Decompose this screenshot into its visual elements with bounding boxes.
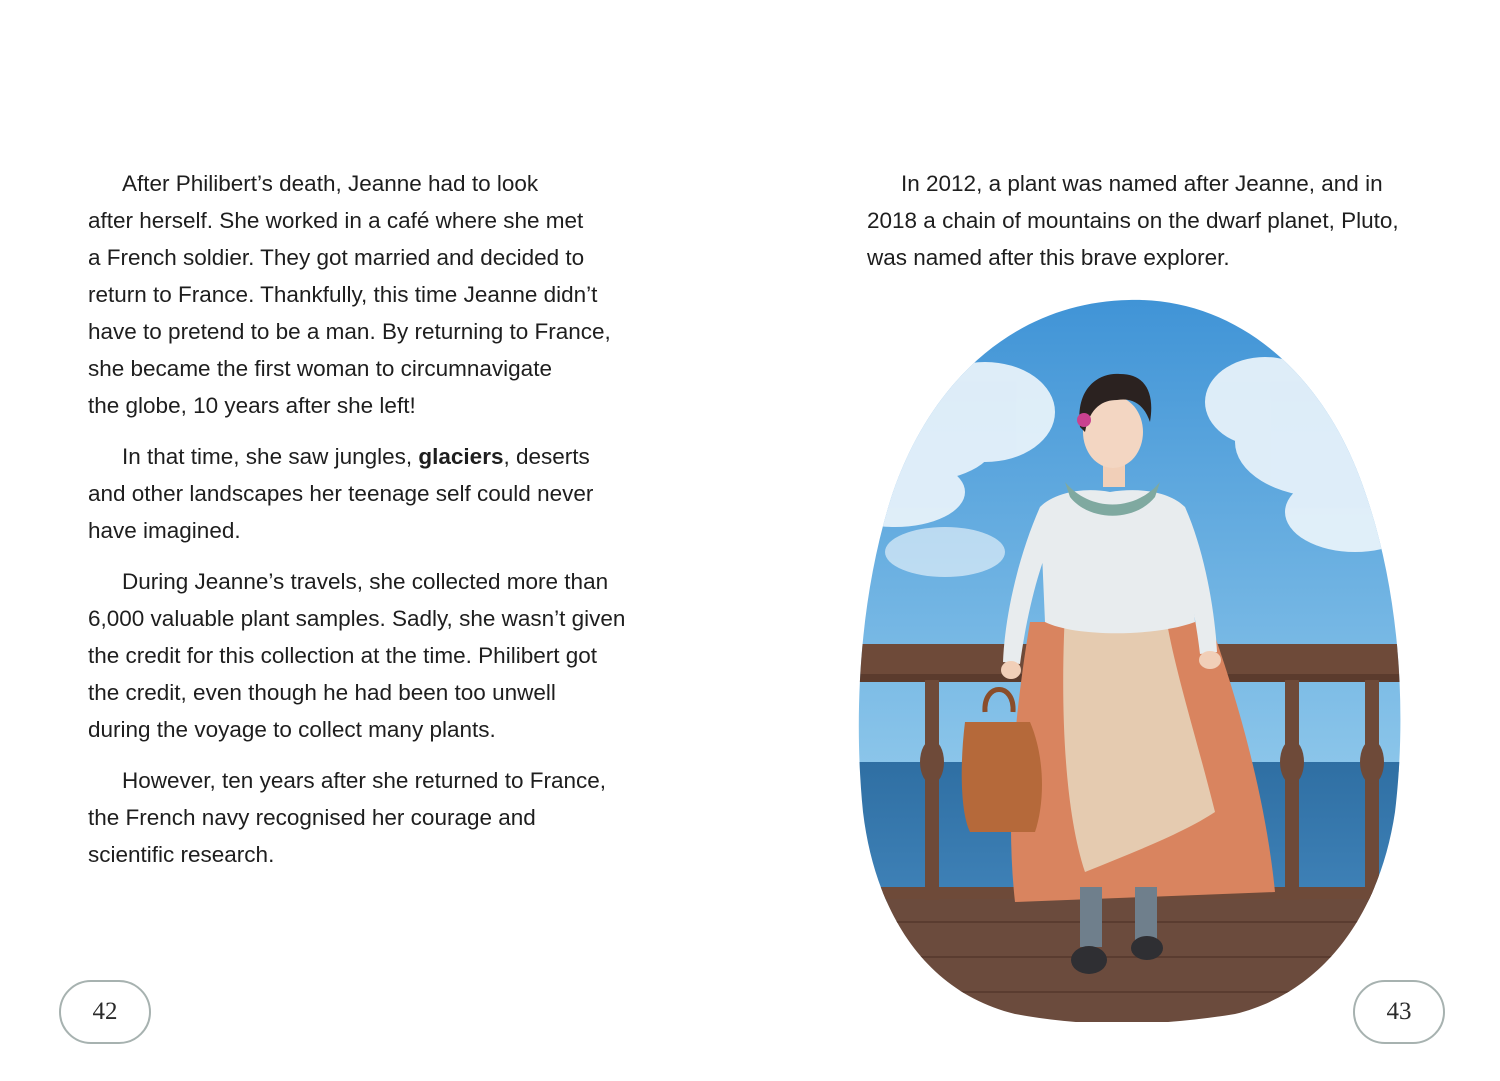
- text-line: the credit, even though he had been too unwell: [88, 680, 556, 705]
- text-line: During Jeanne’s travels, she collected more than: [122, 569, 609, 594]
- page-number: 43: [1353, 980, 1445, 1044]
- left-page-text: [88, 165, 648, 887]
- text-line: In 2012, a plant was named after Jeanne, and in: [901, 171, 1383, 196]
- text-line: have to pretend to be a man. By returning to France,: [88, 319, 611, 344]
- text-line: After Philibert’s death, Jeanne had to look: [122, 171, 539, 196]
- leg-left: [1080, 887, 1102, 947]
- text-line: and other landscapes her teenage self could never: [88, 481, 594, 506]
- text-line: a French soldier. They got married and decided to: [88, 245, 585, 270]
- paragraph: [88, 762, 648, 873]
- shoe-right: [1131, 936, 1163, 960]
- text-line: the credit for this collection at the time. Philibert got: [88, 643, 597, 668]
- hand-left: [1001, 661, 1021, 679]
- glossary-term: glaciers: [418, 444, 504, 469]
- page-number: 42: [59, 980, 151, 1044]
- leg-right: [1135, 887, 1157, 942]
- text-line: However, ten years after she returned to France,: [122, 768, 606, 793]
- text-line: the globe, 10 years after she left!: [88, 393, 416, 418]
- hair-flower: [1077, 413, 1091, 427]
- jeanne-on-ship-illustration: [855, 292, 1403, 1022]
- text-line: was named after this brave explorer.: [867, 245, 1230, 270]
- text-line: have imagined.: [88, 518, 241, 543]
- text-line: [88, 438, 648, 475]
- paragraph: [88, 165, 648, 424]
- right-page: [750, 0, 1500, 1081]
- text-line: during the voyage to collect many plants.: [88, 717, 496, 742]
- text-run: In that time, she saw jungles,: [122, 444, 419, 469]
- text-line: 6,000 valuable plant samples. Sadly, she wasn’t given: [88, 606, 626, 631]
- text-line: the French navy recognised her courage and: [88, 805, 536, 830]
- paragraph: [88, 563, 648, 748]
- bag: [962, 722, 1042, 832]
- text-run: , deserts: [503, 444, 590, 469]
- text-line: after herself. She worked in a café where she met: [88, 208, 584, 233]
- right-page-text: [867, 165, 1437, 290]
- text-line: return to France. Thankfully, this time Jeanne didn’t: [88, 282, 598, 307]
- paragraph: [867, 165, 1437, 276]
- paragraph: [88, 438, 648, 549]
- hand-right: [1199, 651, 1221, 669]
- text-line: she became the first woman to circumnavigate: [88, 356, 552, 381]
- text-line: scientific research.: [88, 842, 275, 867]
- text-line: 2018 a chain of mountains on the dwarf planet, Pluto,: [867, 208, 1399, 233]
- illustration-svg: [855, 292, 1403, 1022]
- shoe-left: [1071, 946, 1107, 974]
